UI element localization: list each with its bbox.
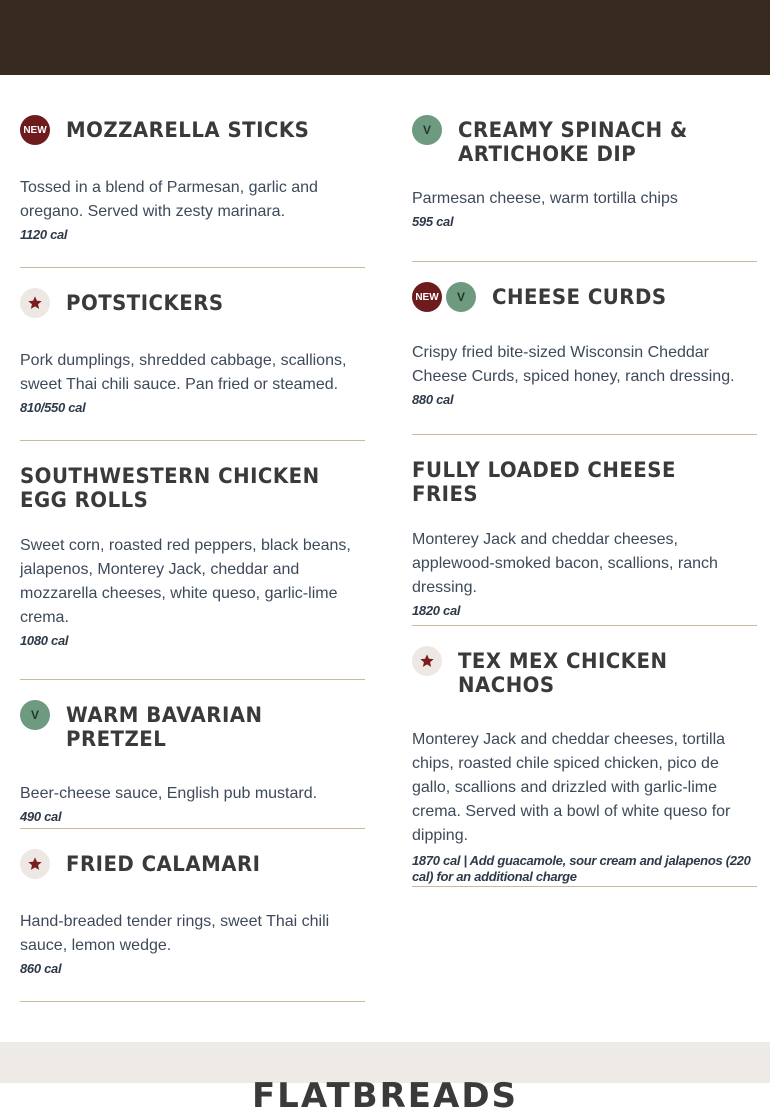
divider — [20, 679, 365, 680]
divider — [20, 828, 365, 829]
star-icon — [412, 646, 442, 676]
menu-item[interactable] — [412, 282, 757, 408]
item-description: Parmesan cheese, warm tortilla chips — [412, 190, 678, 207]
new-badge: NEW — [20, 115, 50, 145]
item-calories: 1870 cal | Add guacamole, sour cream and jalapenos (220 cal) for an additional charge — [412, 853, 751, 884]
item-description: Pork dumplings, shredded cabbage, scallions, sweet Thai chili sauce. Pan fried or steamed. — [20, 352, 347, 393]
item-name: TEX MEX CHICKEN NACHOS — [458, 649, 668, 697]
vegetarian-badge: V — [446, 282, 476, 312]
divider — [412, 886, 757, 887]
divider — [20, 440, 365, 441]
item-calories: 490 cal — [20, 809, 62, 824]
item-description: Crispy fried bite-sized Wisconsin Cheddar Cheese Curds, spiced honey, ranch dressing. — [412, 344, 735, 385]
section-title: FLATBREADS — [251, 1076, 519, 1116]
item-description: Tossed in a blend of Parmesan, garlic and oregano. Served with zesty marinara. — [20, 179, 318, 220]
header-banner — [0, 0, 770, 75]
menu-item[interactable] — [20, 849, 365, 977]
item-calories: 595 cal — [412, 214, 454, 229]
item-name: MOZZARELLA STICKS — [66, 118, 310, 142]
item-calories: 1820 cal — [412, 603, 461, 618]
vegetarian-badge: V — [412, 115, 442, 145]
menu-item[interactable] — [20, 115, 365, 243]
item-name: CHEESE CURDS — [492, 285, 667, 309]
next-section-band — [0, 1042, 770, 1116]
item-calories: 1080 cal — [20, 633, 69, 648]
item-calories: 1120 cal — [20, 227, 68, 242]
divider — [412, 434, 757, 435]
vegetarian-badge: V — [20, 700, 50, 730]
item-name: WARM BAVARIAN PRETZEL — [66, 703, 263, 751]
item-name: POTSTICKERS — [66, 291, 224, 315]
item-description: Monterey Jack and cheddar cheeses, applewood-smoked bacon, scallions, ranch dressing. — [412, 531, 718, 596]
menu-item[interactable] — [412, 646, 757, 885]
menu-item[interactable] — [412, 115, 757, 230]
divider — [20, 1001, 365, 1002]
item-calories: 880 cal — [412, 392, 454, 407]
item-description: Monterey Jack and cheddar cheeses, tortilla chips, roasted chile spiced chicken, pico de gallo, scallions and drizzled with garlic-lime crema. Served with a bowl of white queso for dipping. — [412, 731, 731, 844]
item-description: Beer-cheese sauce, English pub mustard. — [20, 785, 318, 802]
divider — [412, 261, 757, 262]
item-name: FULLY LOADED CHEESE FRIES — [412, 458, 676, 506]
item-description: Sweet corn, roasted red peppers, black beans, jalapenos, Monterey Jack, cheddar and mozzarella cheeses, white queso, garlic-lime crema. — [20, 537, 351, 626]
divider — [20, 267, 365, 268]
menu-item[interactable] — [20, 464, 365, 649]
menu-item[interactable] — [20, 288, 365, 416]
star-icon — [20, 288, 50, 318]
menu-item[interactable] — [412, 458, 757, 619]
item-calories: 810/550 cal — [20, 400, 86, 415]
star-icon — [20, 849, 50, 879]
item-name: FRIED CALAMARI — [66, 852, 261, 876]
item-name: SOUTHWESTERN CHICKEN EGG ROLLS — [20, 464, 320, 512]
menu-item[interactable] — [20, 700, 365, 825]
divider — [412, 625, 757, 626]
item-calories: 860 cal — [20, 961, 62, 976]
new-badge: NEW — [412, 282, 442, 312]
item-description: Hand-breaded tender rings, sweet Thai chili sauce, lemon wedge. — [20, 913, 330, 954]
item-name: CREAMY SPINACH & ARTICHOKE DIP — [458, 118, 688, 166]
